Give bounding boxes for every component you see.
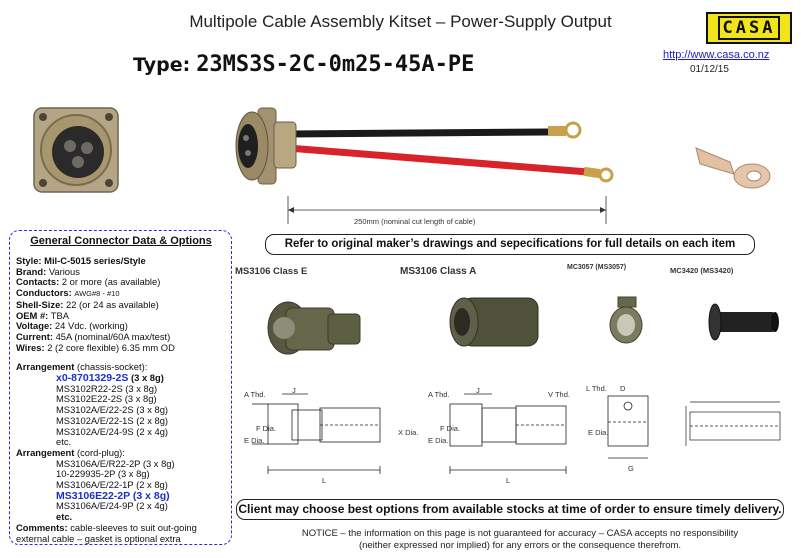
cable-assembly-photo: [218, 98, 616, 230]
label-e-dia-2: E Dia.: [428, 436, 449, 445]
disclaimer-notice: [250, 528, 790, 552]
type-code: 23MS3S-2C-0m25-45A-PE: [196, 52, 475, 77]
mc3057-drawing: [586, 382, 670, 472]
reference-banner: Refer to original maker’s drawings and sepecifications for full details on each item: [265, 234, 755, 255]
notice-line-1: NOTICE – the information on this page is not guaranteed for accuracy – CASA accepts no responsibility: [301, 528, 739, 539]
ms3106a-plug-photo: [440, 290, 544, 352]
label-j: J: [292, 386, 296, 395]
arrangement-socket-etc: etc.: [56, 436, 72, 448]
arrangement-socket-heading: Arrangement (chassis-socket):: [16, 361, 148, 373]
label-l-thd: L Thd.: [586, 384, 607, 393]
label-a-thd-2: A Thd.: [428, 390, 450, 399]
arrangement-plug-item: MS3106A/E/22-1P (2 x 8g): [56, 479, 168, 491]
label-x-dia: X Dia.: [398, 428, 419, 437]
spec-wires: Wires: 2 (2 core flexible) 6.35 mm OD: [16, 341, 175, 353]
label-l: L: [322, 476, 327, 485]
spec-current: Current: 45A (nominal/60A max/test): [16, 330, 171, 342]
caption-ms3106e: MS3106 Class E: [235, 266, 308, 277]
arrangement-socket-item: MS3102R22-2S (3 x 8g): [56, 382, 158, 394]
spec-shell-size: Shell-Size: 22 (or 24 as available): [16, 298, 159, 310]
page-title: Multipole Cable Assembly Kitset – Power-Supply Output: [189, 12, 612, 31]
spec-contacts: Contacts: 2 or more (as available): [16, 276, 161, 288]
label-f-dia-2: F Dia.: [440, 424, 461, 433]
spec-brand: Brand: Various: [16, 265, 80, 277]
arrangement-socket-item: MS3102E22-2S (3 x 8g): [56, 393, 157, 405]
label-e-dia: E Dia.: [244, 436, 265, 445]
arrangement-plug-item: 10-229935-2P (3 x 8g): [56, 468, 150, 480]
spec-style: Style: Mil-C-5015 series/Style: [16, 255, 146, 266]
spec-oem: OEM #: TBA: [16, 309, 69, 321]
ms3106e-plug-photo: [262, 290, 366, 360]
caption-mc3057: MC3057 (MS3057): [567, 264, 627, 271]
caption-ms3106a: MS3106 Class A: [400, 266, 477, 277]
notice-line-2: (neither expressed nor implied) for any errors or the consequence therefrom.: [358, 540, 682, 551]
spec-voltage: Voltage: 24 Vdc. (working): [16, 320, 128, 332]
arrangement-socket-highlight: x0-8701329-2S (3 x 8g): [56, 372, 164, 385]
connector-data-heading: General Connector Data & Options: [30, 235, 212, 247]
mc3420-sleeve-photo: [703, 300, 781, 344]
casa-logo: [706, 12, 792, 44]
label-f-dia: F Dia.: [256, 424, 277, 433]
spec-conductors: Conductors: AWG#8 - #10: [16, 287, 120, 299]
label-l-2: L: [506, 476, 511, 485]
casa-logo-text: CASA: [718, 16, 781, 40]
arrangement-plug-etc: etc.: [56, 511, 73, 523]
ring-lug-photo: [690, 140, 776, 196]
caption-mc3420: MC3420 (MS3420): [670, 266, 734, 275]
arrangement-plug-highlight: MS3106E22-2P (3 x 8g): [56, 489, 170, 502]
label-g: G: [628, 464, 634, 473]
type-designation: [133, 52, 474, 77]
arrangement-socket-item: MS3102A/E/24-9S (2 x 4g): [56, 425, 169, 437]
arrangement-socket-item: MS3102A/E/22-1S (2 x 8g): [56, 414, 169, 426]
type-label: Type:: [133, 54, 191, 76]
arrangement-plug-heading: Arrangement (cord-plug):: [16, 446, 125, 458]
label-d: D: [620, 384, 626, 393]
arrangement-plug-item: MS3106A/E/R22-2P (3 x 8g): [56, 457, 175, 469]
label-e-dia-3: E Dia.: [588, 428, 609, 437]
arrangement-plug-item: MS3106A/E/24-9P (2 x 4g): [56, 500, 168, 512]
mc3420-drawing: [680, 396, 790, 456]
arrangement-socket-item: MS3102A/E/22-2S (3 x 8g): [56, 404, 169, 416]
cable-length-label: 250mm (nominal cut length of cable): [354, 217, 476, 226]
document-date: 01/12/15: [690, 64, 729, 75]
stock-options-banner: Client may choose best options from available stocks at time of order to ensure timely delivery.: [236, 499, 784, 520]
label-a-thd: A Thd.: [244, 390, 266, 399]
connector-spec-list: [16, 256, 229, 544]
spec-comments: Comments: cable-sleeves to suit out-going external cable – gasket is optional extra: [16, 521, 197, 544]
chassis-socket-photo: [30, 102, 122, 200]
label-j-2: J: [476, 386, 480, 395]
label-v-thd: V Thd.: [548, 390, 570, 399]
website-link[interactable]: http://www.casa.co.nz: [663, 49, 770, 61]
mc3057-clamp-photo: [604, 295, 652, 347]
